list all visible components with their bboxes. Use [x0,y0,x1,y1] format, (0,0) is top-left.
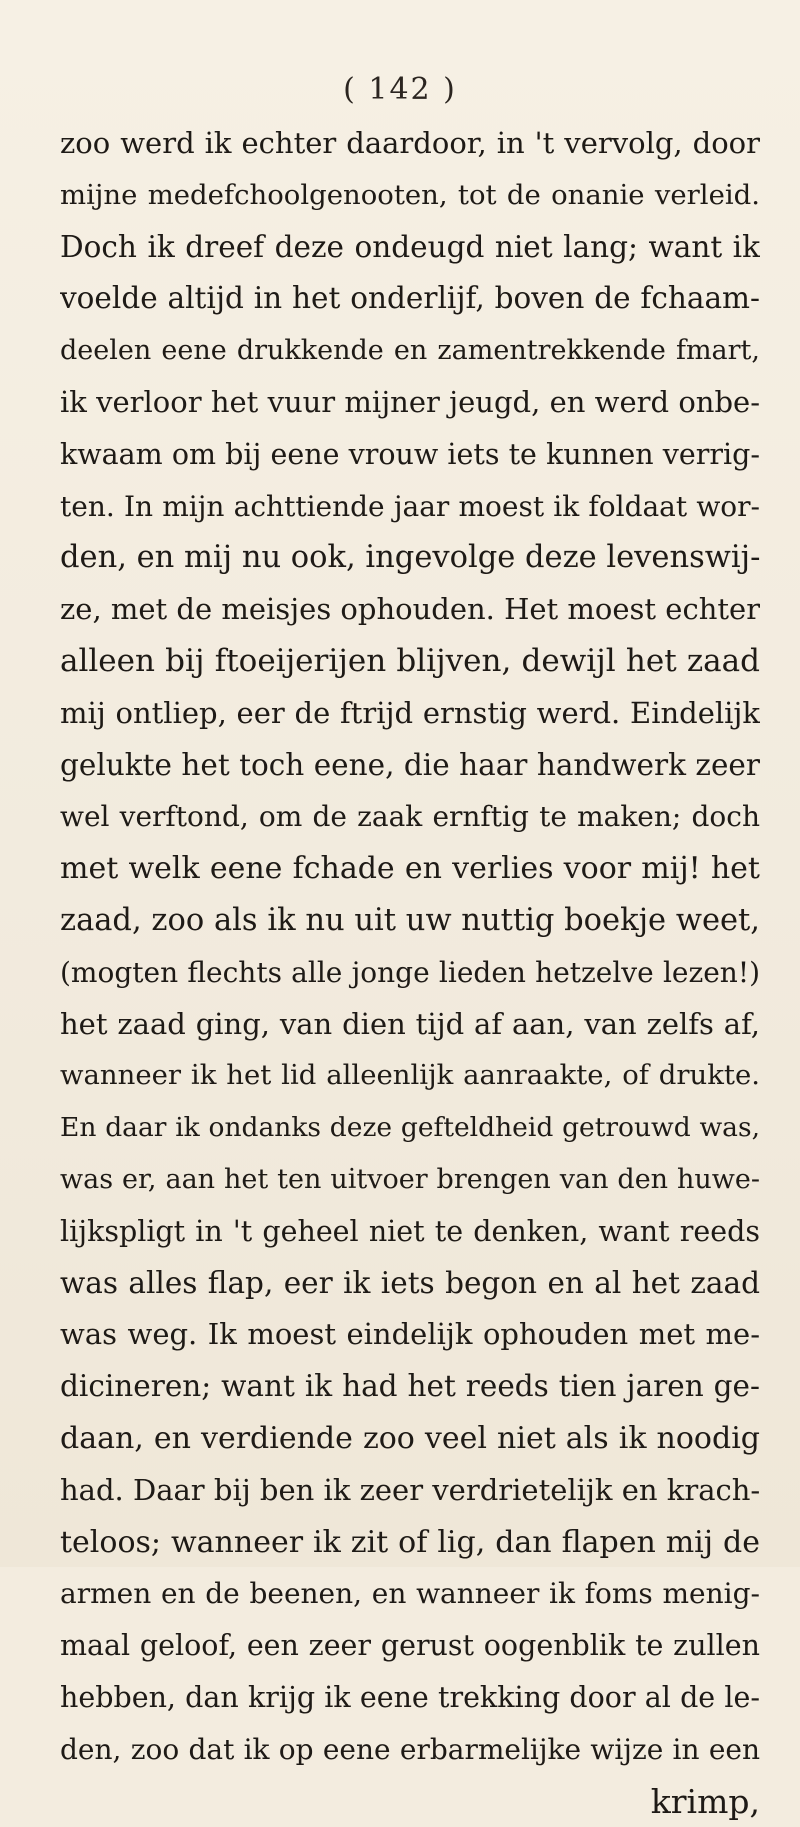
text-line-29: armen en de beenen, en wanneer ik foms menig- [60,1568,760,1620]
text-line-12: mij ontliep, eer de ftrijd ernstig werd. Eindelijk [60,688,760,740]
body-text [60,118,760,1827]
text-line-13: gelukte het toch eene, die haar handwerk zeer [60,740,760,792]
text-line-1: zoo werd ik echter daardoor, in 't vervolg, door [60,118,760,170]
text-line-28: teloos; wanneer ik zit of lig, dan flapen mij de [60,1517,760,1569]
text-line-9: den, en mij nu ook, ingevolge deze levenswij- [60,532,760,584]
text-line-7: kwaam om bij eene vrouw iets te kunnen verrig- [60,429,760,481]
text-line-4: voelde altijd in het onderlijf, boven de fchaam- [60,273,760,325]
text-line-2: mijne medefchoolgenooten, tot de onanie verleid. [60,170,760,222]
text-line-22: lijkspligt in 't geheel niet te denken, want reeds [60,1206,760,1258]
text-line-26: daan, en verdiende zoo veel niet als ik noodig [60,1413,760,1465]
text-line-31: hebben, dan krijg ik eene trekking door al de le- [60,1672,760,1724]
text-line-8: ten. In mijn achttiende jaar moest ik foldaat wor- [60,481,760,533]
text-line-11: alleen bij ftoeijerijen blijven, dewijl het zaad [60,636,760,688]
text-line-16: zaad, zoo als ik nu uit uw nuttig boekje weet, [60,895,760,947]
text-line-6: ik verloor het vuur mijner jeugd, en werd onbe- [60,377,760,429]
text-line-18: het zaad ging, van dien tijd af aan, van zelfs af, [60,999,760,1051]
page-number: ( 142 ) [0,72,800,107]
text-line-5: deelen eene drukkende en zamentrekkende fmart, [60,325,760,377]
text-line-19: wanneer ik het lid alleenlijk aanraakte, of drukte. [60,1050,760,1102]
text-line-25: dicineren; want ik had het reeds tien jaren ge- [60,1361,760,1413]
text-line-20: En daar ik ondanks deze gefteldheid getrouwd was, [60,1102,760,1154]
text-line-10: ze, met de meisjes ophouden. Het moest echter [60,584,760,636]
text-line-21: was er, aan het ten uitvoer brengen van den huwe- [60,1154,760,1206]
text-line-27: had. Daar bij ben ik zeer verdrietelijk en krach- [60,1465,760,1517]
text-line-15: met welk eene fchade en verlies voor mij! het [60,843,760,895]
text-line-14: wel verftond, om de zaak ernftig te maken; doch [60,791,760,843]
text-line-24: was weg. Ik moest eindelijk ophouden met me- [60,1309,760,1361]
text-line-17: (mogten flechts alle jonge lieden hetzelve lezen!) [60,947,760,999]
text-line-23: was alles flap, eer ik iets begon en al het zaad [60,1258,760,1310]
text-line-32: den, zoo dat ik op eene erbarmelijke wijze in een [60,1724,760,1776]
catchword: krimp, [60,1776,760,1827]
text-line-30: maal geloof, een zeer gerust oogenblik te zullen [60,1620,760,1672]
text-line-3: Doch ik dreef deze ondeugd niet lang; want ik [60,222,760,274]
